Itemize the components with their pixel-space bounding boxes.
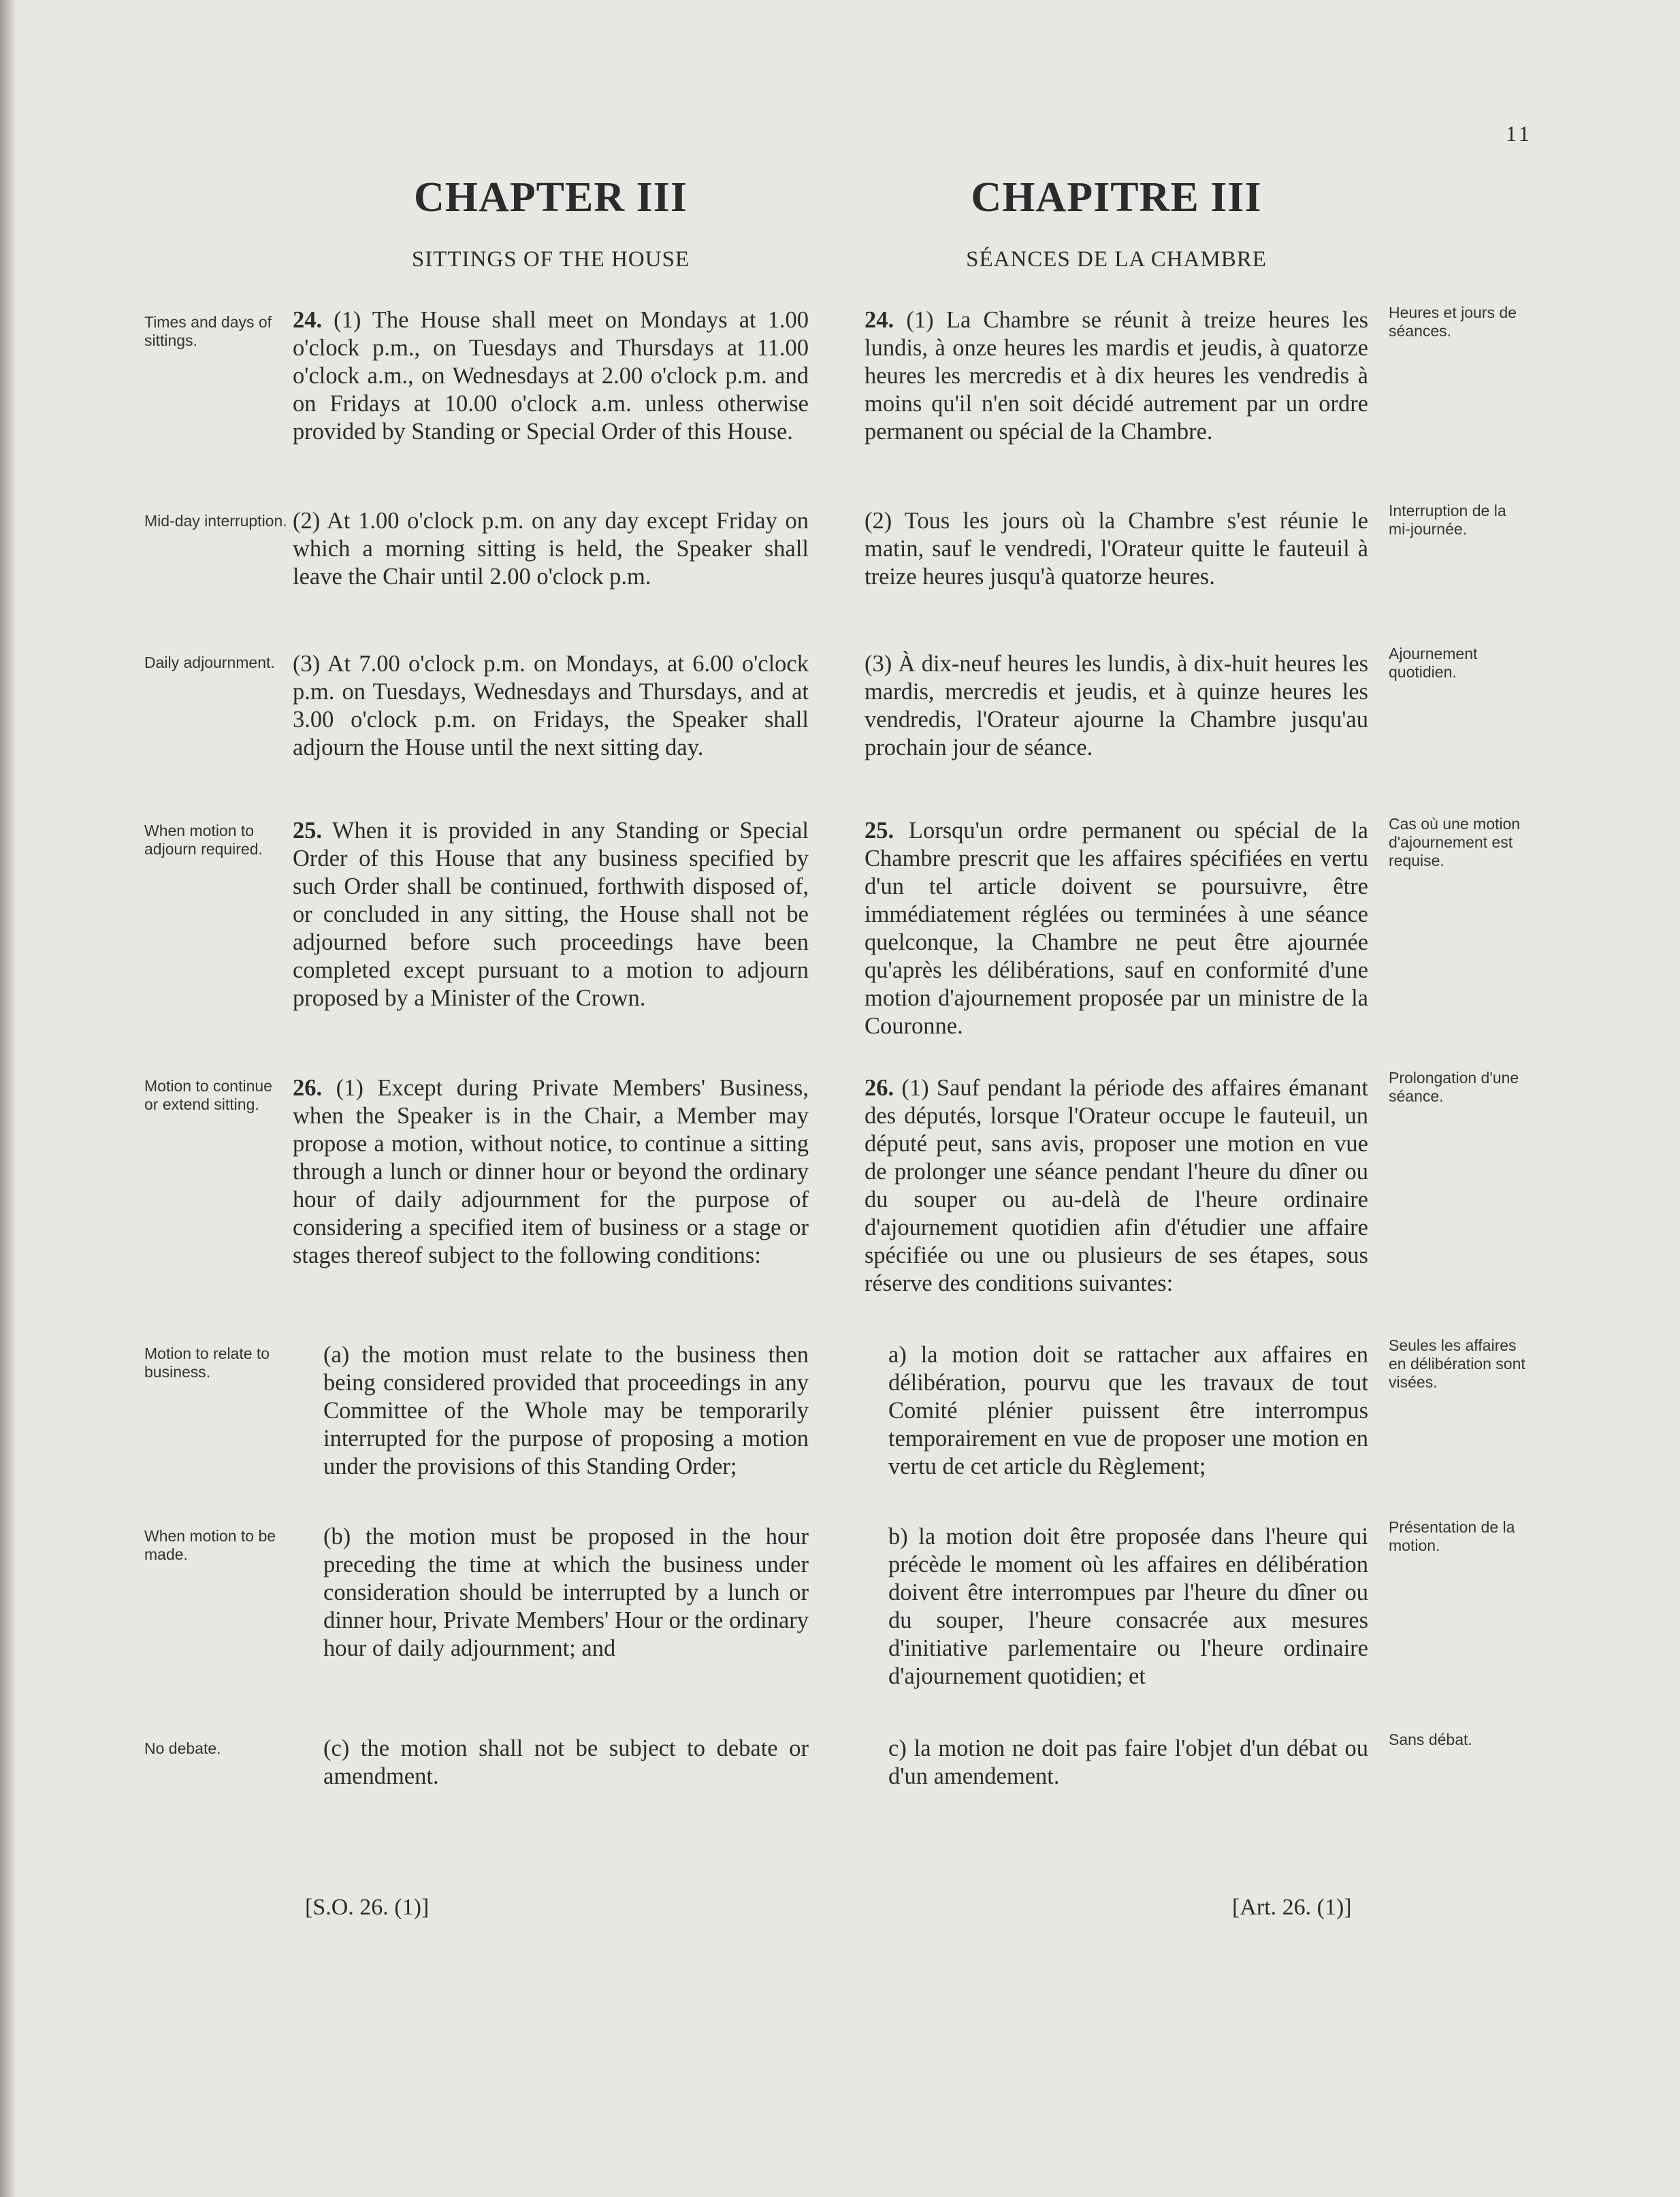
paragraph-text: (1) La Chambre se réunit à treize heures les lundis, à onze heures les mardis et jeudis, à quatorze heures les mercredis et à dix heures les vendredis à moins qu'il n'en soit décidé autrement par un ordre permanent ou spécial de la Chambre. [865,307,1368,445]
margin-note-en: Motion to relate to business. [144,1345,270,1381]
margin-note-fr: Interruption de la mi-journée. [1389,502,1506,538]
margin-note-en: No debate. [144,1739,221,1757]
margin-note-fr: Présentation de la motion. [1389,1518,1515,1554]
paragraph-en-24-1 [293,306,809,446]
chapter-title-fr: CHAPITRE III [971,174,1262,221]
page-binding-shadow [0,0,15,2197]
footer-reference-fr: [Art. 26. (1)] [1232,1895,1352,1920]
paragraph-en-24-3: (3) At 7.00 o'clock p.m. on Mondays, at 6.00 o'clock p.m. on Tuesdays, Wednesdays and Thursdays, and at 3.00 o'clock p.m. on Fridays, the Speaker shall adjourn the House until the next sitting day. [293,651,809,760]
paragraph-en-26-1 [293,1074,809,1270]
paragraph-text: (1) The House shall meet on Mondays at 1.00 o'clock p.m., on Tuesdays and Thursdays at 11.00 o'clock a.m., on Wednesdays at 2.00 o'clock p.m. and on Fridays at 10.00 o'clock a.m. unless otherwise provided by Standing or Special Order of this House. [293,307,809,445]
paragraph-en-24-2: (2) At 1.00 o'clock p.m. on any day except Friday on which a morning sitting is held, the Speaker shall leave the Chair until 2.00 o'clock p.m. [293,508,809,590]
page-number: 11 [1506,121,1532,146]
paragraph-number: 24. [293,307,323,333]
margin-note-en: Mid-day interruption. [144,512,287,530]
paragraph-number: 26. [293,1075,323,1101]
margin-note-fr: Cas où une motion d'ajournement est requise. [1389,815,1521,869]
paragraph-fr-24-1 [865,306,1368,446]
margin-note-en: Times and days of sittings. [144,313,272,349]
margin-note-en: Motion to continue or extend sitting. [144,1077,272,1113]
margin-note-fr: Prolongation d'une séance. [1389,1069,1519,1105]
paragraph-number: 25. [293,818,323,844]
margin-note-fr: Sans débat. [1389,1731,1472,1748]
paragraph-en-26-1-c: (c) the motion shall not be subject to debate or amendment. [323,1735,809,1789]
paragraph-text: (1) Sauf pendant la période des affaires émanant des députés, lorsque l'Orateur occupe le fauteuil, un député peut, sans avis, proposer une motion en vue de prolonger une séance pendant l'heure du dîner ou du souper ou au-delà de l'heure ordinaire d'ajournement quotidien afin d'étudier une affaire spécifiée ou une ou plusieurs de ses étapes, sous réserve des conditions suivantes: [865,1075,1368,1296]
paragraph-text: (1) Except during Private Members' Business, when the Speaker is in the Chair, a Member may propose a motion, without notice, to continue a sitting through a lunch or dinner hour or beyond the ordinary hour of daily adjournment for the purpose of considering a specified item of business or a stage or stages thereof subject to the following conditions: [293,1075,809,1268]
paragraph-text: Lorsqu'un ordre permanent ou spécial de la Chambre prescrit que les affaires spécifiées en vertu d'un tel article doivent se poursuivre, être immédiatement réglées ou terminées à une séance quelconque, la Chambre ne peut être ajournée qu'après les délibérations, sauf en conformité d'une motion d'ajournement proposée par un ministre de la Couronne. [865,818,1368,1039]
paragraph-fr-25 [865,817,1368,1040]
margin-note-fr: Heures et jours de séances. [1389,304,1517,340]
paragraph-en-26-1-a: (a) the motion must relate to the business then being considered provided that proceedings in any Committee of the Whole may be temporarily interrupted for the purpose of proposing a motion under the provisions of this Standing Order; [323,1342,809,1479]
paragraph-number: 25. [865,818,894,844]
paragraph-number: 24. [865,307,894,333]
paragraph-en-26-1-b: (b) the motion must be proposed in the hour preceding the time at which the business under consideration should be interrupted by a lunch or dinner hour, Private Members' Hour or the ordinary hour of daily adjournment; and [323,1524,809,1661]
paragraph-fr-26-1-c: c) la motion ne doit pas faire l'objet d'un débat ou d'un amendement. [888,1735,1368,1789]
paragraph-fr-26-1-b: b) la motion doit être proposée dans l'heure qui précède le moment où les affaires en délibération doivent être interrompues par l'heure du dîner ou du souper, l'heure consacrée aux mesures d'initiative parlementaire ou l'heure ordinaire d'ajournement quotidien; et [888,1524,1368,1689]
paragraph-fr-26-1 [865,1074,1368,1298]
section-title-fr: SÉANCES DE LA CHAMBRE [966,247,1267,272]
margin-note-en: When motion to adjourn required. [144,822,263,858]
chapter-title-en: CHAPTER III [413,174,688,221]
margin-note-fr: Seules les affaires en délibération sont visées. [1389,1336,1525,1391]
paragraph-fr-24-3: (3) À dix-neuf heures les lundis, à dix-huit heures les mardis, mercredis et jeudis, et à quinze heures les vendredis, l'Orateur ajourne la Chambre jusqu'au prochain jour de séance. [865,651,1368,760]
paragraph-number: 26. [865,1075,894,1101]
margin-note-en: When motion to be made. [144,1527,276,1563]
margin-note-fr: Ajournement quotidien. [1389,645,1478,681]
margin-note-en: Daily adjournment. [144,654,275,671]
footer-reference-en: [S.O. 26. (1)] [305,1895,430,1920]
paragraph-fr-26-1-a: a) la motion doit se rattacher aux affaires en délibération, pourvu que les travaux de tout Comité plénier puissent être interrompus temporairement en vue de proposer une motion en vertu de cet article du Règlement; [888,1342,1368,1479]
paragraph-text: When it is provided in any Standing or Special Order of this House that any business specified by such Order shall be continued, forthwith disposed of, or concluded in any sitting, the House shall not be adjourned before such proceedings have been completed except pursuant to a motion to adjourn proposed by a Minister of the Crown. [293,818,809,1011]
paragraph-en-25 [293,817,809,1012]
paragraph-fr-24-2: (2) Tous les jours où la Chambre s'est réunie le matin, sauf le vendredi, l'Orateur quitte le fauteuil à treize heures jusqu'à quatorze heures. [865,508,1368,590]
section-title-en: SITTINGS OF THE HOUSE [411,247,690,272]
